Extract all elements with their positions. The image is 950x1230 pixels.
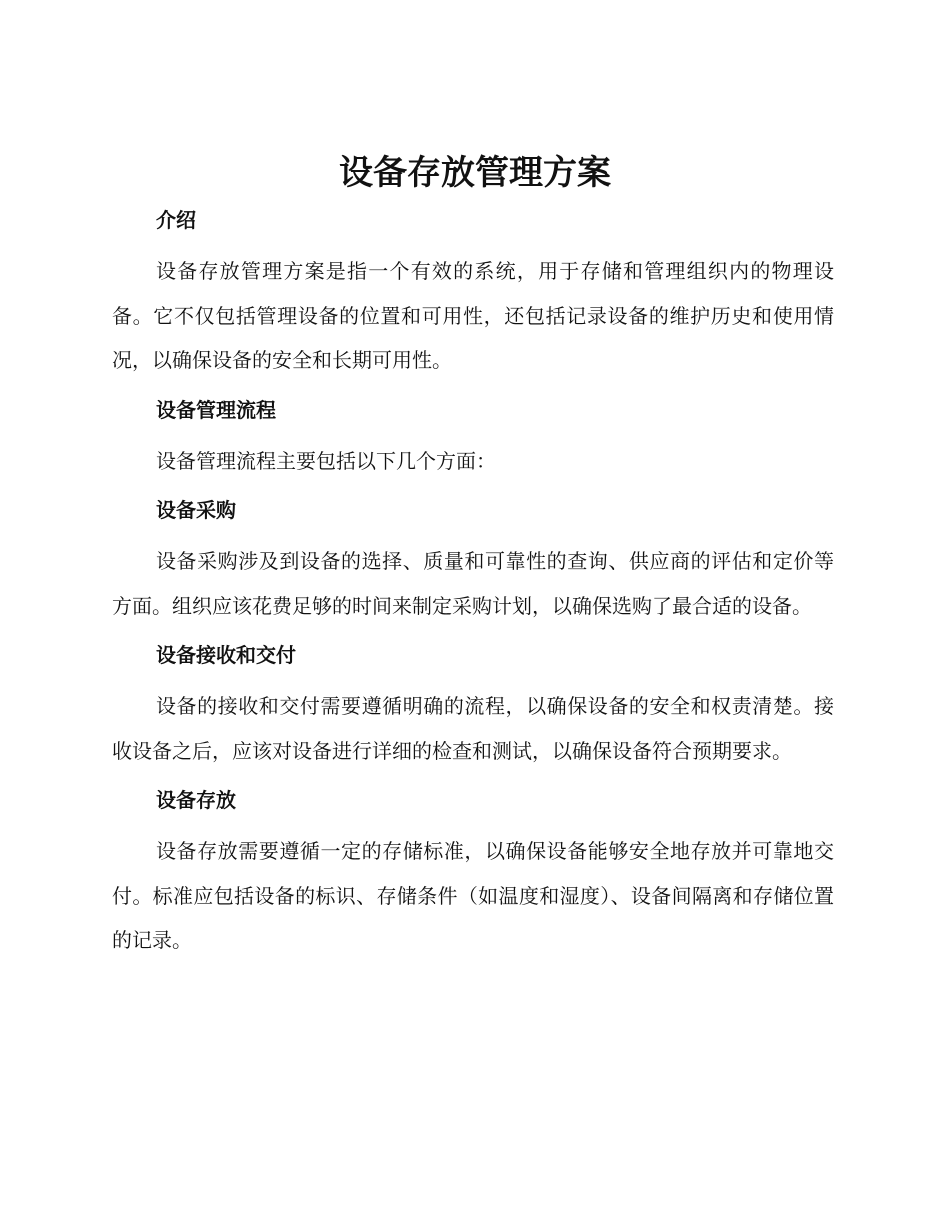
document-body <box>112 198 834 963</box>
section-paragraph: 设备的接收和交付需要遵循明确的流程，以确保设备的安全和权责清楚。接收设备之后，应该对设备进行详细的检查和测试，以确保设备符合预期要求。 <box>112 694 834 763</box>
section-receiving-delivery <box>112 633 834 778</box>
section-paragraph: 设备采购涉及到设备的选择、质量和可靠性的查询、供应商的评估和定价等方面。组织应该花费足够的时间来制定采购计划，以确保选购了最合适的设备。 <box>112 549 834 618</box>
section-paragraph: 设备存放需要遵循一定的存储标准，以确保设备能够安全地存放并可靠地交付。标准应包括设备的标识、存储条件（如温度和湿度）、设备间隔离和存储位置的记录。 <box>112 839 834 952</box>
section-paragraph: 设备管理流程主要包括以下几个方面： <box>156 448 496 473</box>
section-management-process <box>112 388 834 489</box>
section-heading: 设备接收和交付 <box>156 643 296 667</box>
section-procurement <box>112 488 834 633</box>
section-heading: 设备采购 <box>156 498 236 522</box>
section-heading: 设备存放 <box>156 788 236 812</box>
section-paragraph: 设备存放管理方案是指一个有效的系统，用于存储和管理组织内的物理设备。它不仅包括管理设备的位置和可用性，还包括记录设备的维护历史和使用情况，以确保设备的安全和长期可用性。 <box>112 259 834 372</box>
section-introduction <box>112 198 834 388</box>
section-heading: 介绍 <box>156 208 196 232</box>
section-storage <box>112 778 834 963</box>
section-heading: 设备管理流程 <box>156 397 276 422</box>
document-title: 设备存放管理方案 <box>339 153 611 193</box>
